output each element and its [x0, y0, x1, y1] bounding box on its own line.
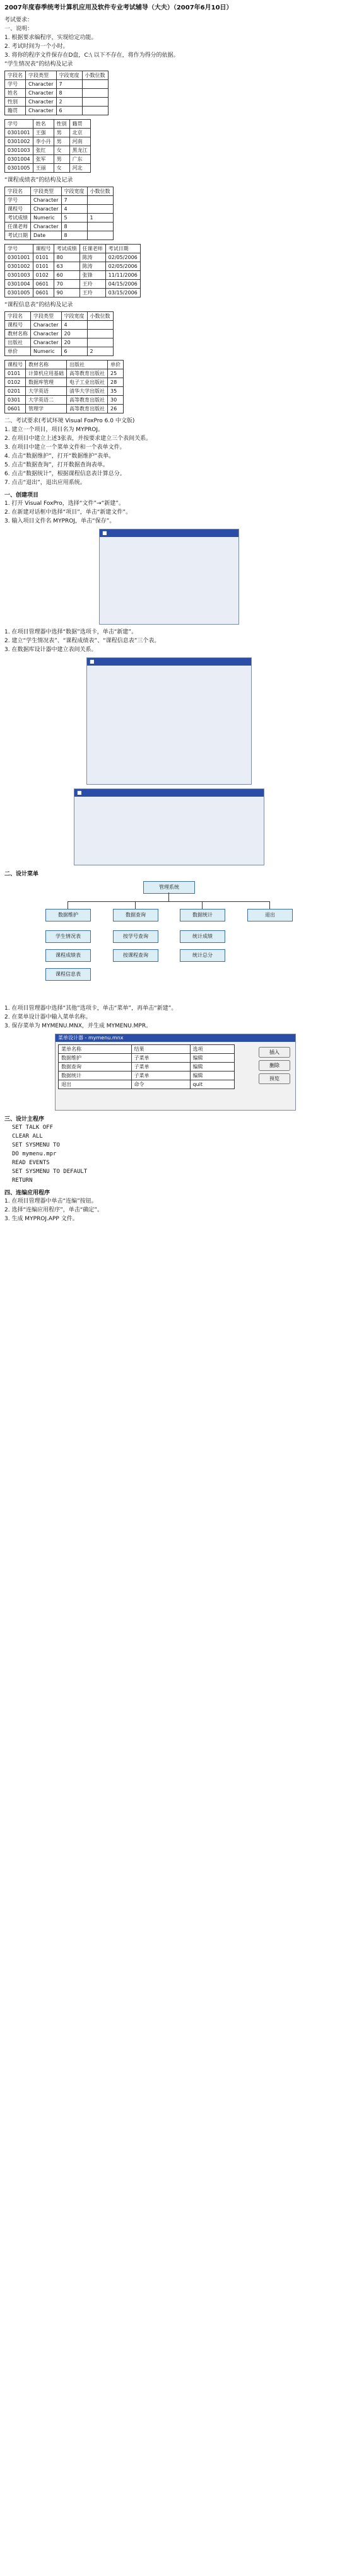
- table-cell: 李小丹: [33, 137, 54, 146]
- paragraph: 2. 在项目中建立上述3张表，并按要求建立三个表间关系。: [4, 436, 152, 442]
- requirements-block: [4, 417, 343, 487]
- intro-line: 1. 根据要求编程序，实现给定功能。: [4, 35, 97, 41]
- table-header: 学号: [5, 245, 33, 253]
- table-cell: 35: [108, 387, 124, 396]
- table-cell: 女: [54, 164, 69, 173]
- code-line: DO mymenu.mpr: [12, 1151, 57, 1157]
- table-cell: 0301: [5, 396, 26, 405]
- table-cell: 0102: [5, 378, 26, 387]
- table-cell: 0301001: [5, 129, 33, 137]
- diagram-connector: [68, 901, 269, 902]
- table-cell: Character: [31, 222, 62, 231]
- table-header: 课程号: [33, 245, 54, 253]
- table-cell: 28: [108, 378, 124, 387]
- table-cell: 教材名称: [5, 330, 31, 338]
- steps-block: [4, 1005, 343, 1030]
- table-header: 字段宽度: [61, 187, 87, 196]
- table-cell: 学号: [5, 196, 31, 205]
- table-cell: 张军: [33, 155, 54, 164]
- step-line: 2. 建立“学生情况表”、“课程成绩表”、“课程信息表”三个表。: [4, 638, 160, 644]
- paragraph: 1. 建立一个项目，项目名为 MYPROJ。: [4, 427, 103, 433]
- table-cell: 04/15/2006: [105, 280, 140, 289]
- document-title: 2007年度春季统考计算机应用及软件专业考试辅导（大夫）（2007年6月10日）: [4, 4, 233, 11]
- diagram-root-node: 管理系统: [143, 881, 195, 894]
- table-cell: [87, 222, 113, 231]
- table-caption: “课程信息表”的结构及记录: [4, 302, 73, 308]
- table-cell: 陈涛: [79, 262, 105, 271]
- table-cell: 高等教育出版社: [67, 369, 108, 378]
- window-titlebar: ■: [87, 658, 251, 666]
- table-cell: Character: [31, 205, 62, 214]
- table-cell: 0301003: [5, 271, 33, 280]
- table-cell: 8: [61, 222, 87, 231]
- paragraph: 5. 点击“数据查询”，打开数据查询表单。: [4, 462, 109, 468]
- table-cell: 25: [108, 369, 124, 378]
- paragraph: 3. 在项目中建立一个菜单文件和一个表单文件。: [4, 444, 126, 451]
- table-cell: 0301005: [5, 164, 33, 173]
- table-cell: 0101: [33, 253, 54, 262]
- grid-cell[interactable]: 编辑: [190, 1054, 234, 1063]
- table-cell: 0201: [5, 387, 26, 396]
- menu-row[interactable]: [59, 1063, 235, 1071]
- table-cell: 0102: [33, 271, 54, 280]
- table-header: 性别: [54, 120, 69, 129]
- table-cell: 8: [61, 231, 87, 240]
- table-cell: 河南: [69, 137, 90, 146]
- grid-cell[interactable]: 数据维护: [59, 1054, 132, 1063]
- table-cell: 女: [54, 146, 69, 155]
- table-header: 课程号: [5, 361, 26, 369]
- code-line: SET SYSMENU TO DEFAULT: [12, 1169, 88, 1175]
- table-cell: 王丽: [33, 164, 54, 173]
- code-line: SET SYSMENU TO: [12, 1142, 60, 1148]
- table-cell: [82, 98, 108, 107]
- paragraph: 4. 点击“数据维护”，打开“数据维护”表单。: [4, 453, 115, 459]
- step-line: 1. 在项目管理器中单击“连编”按钮。: [4, 1198, 97, 1204]
- steps-block: [4, 628, 343, 654]
- table-cell: 0601: [33, 289, 54, 297]
- table-cell: 2: [56, 98, 82, 107]
- table-cell: 20: [61, 338, 87, 347]
- diagram-level2-node: 课程信息表: [45, 968, 91, 981]
- score-records-table: [4, 244, 141, 297]
- diagram-level2-node: 按学号查询: [113, 930, 158, 943]
- table-header: 字段宽度: [61, 312, 87, 321]
- student-records-table: [4, 119, 91, 173]
- code-line: READ EVENTS: [12, 1160, 50, 1166]
- table-header: 单价: [108, 361, 124, 369]
- grid-cell[interactable]: 退出: [59, 1080, 132, 1089]
- new-file-dialog-screenshot: [99, 529, 239, 625]
- table-cell: 王玲: [79, 280, 105, 289]
- table-cell: 课程号: [5, 205, 31, 214]
- table-cell: 张红: [33, 146, 54, 155]
- table-header: 字段名: [5, 312, 31, 321]
- table-cell: 30: [108, 396, 124, 405]
- table-cell: 性别: [5, 98, 26, 107]
- table-cell: 5: [61, 214, 87, 222]
- steps-block: [4, 500, 343, 525]
- diagram-connector: [168, 892, 169, 901]
- table-cell: 8: [56, 89, 82, 98]
- table-cell: 电子工业出版社: [67, 378, 108, 387]
- table-cell: Character: [31, 196, 62, 205]
- step-line: 3. 生成 MYPROJ.APP 文件。: [4, 1216, 78, 1222]
- diagram-level1-node: 退出: [247, 909, 293, 921]
- table-cell: 出版社: [5, 338, 31, 347]
- table-caption: “学生情况表”的结构及记录: [4, 61, 73, 67]
- closing-block: [4, 1188, 343, 1223]
- table-cell: 河北: [69, 164, 90, 173]
- table-cell: 6: [56, 107, 82, 115]
- table-header: 考试成绩: [54, 245, 79, 253]
- table-cell: 王强: [33, 129, 54, 137]
- table-cell: 90: [54, 289, 79, 297]
- table-cell: [87, 321, 113, 330]
- course-schema-table: [4, 311, 114, 356]
- table-cell: 80: [54, 253, 79, 262]
- table-cell: 0301005: [5, 289, 33, 297]
- table-cell: 0301002: [5, 262, 33, 271]
- table-cell: 任课老师: [5, 222, 31, 231]
- menu-designer-buttons: [259, 1047, 290, 1084]
- table-cell: 数据库管理: [26, 378, 67, 387]
- table-header: 出版社: [67, 361, 108, 369]
- table-cell: 03/15/2006: [105, 289, 140, 297]
- table-cell: 广东: [69, 155, 90, 164]
- section-heading: 二、设计菜单: [4, 871, 39, 877]
- table-cell: 1: [87, 214, 113, 222]
- dialog-titlebar: ■: [100, 529, 238, 537]
- grid-cell[interactable]: 子菜单: [131, 1063, 190, 1071]
- table-cell: 0301004: [5, 280, 33, 289]
- grid-cell[interactable]: 数据查询: [59, 1063, 132, 1071]
- table-header: 姓名: [33, 120, 54, 129]
- table-cell: 考试日期: [5, 231, 31, 240]
- menu-structure-diagram: [42, 881, 295, 1001]
- menu-designer-grid: [58, 1044, 235, 1089]
- diagram-level2-node: 按课程查询: [113, 949, 158, 962]
- table-cell: 02/05/2006: [105, 262, 140, 271]
- project-manager-screenshot: [86, 657, 252, 785]
- grid-header: 菜单名称: [59, 1045, 132, 1054]
- step-line: 2. 选择“连编应用程序”，单击“确定”。: [4, 1207, 103, 1213]
- table-cell: [82, 89, 108, 98]
- intro-line: 3. 将你的程序文件保存在D盘，C:\ 以下不存在，将作为得分的依据。: [4, 52, 179, 59]
- table-cell: 20: [61, 330, 87, 338]
- table-header: 学号: [5, 120, 33, 129]
- table-cell: 男: [54, 137, 69, 146]
- grid-cell[interactable]: 命令: [131, 1080, 190, 1089]
- menu-row[interactable]: [59, 1080, 235, 1089]
- table-cell: 0101: [5, 369, 26, 378]
- table-cell: 02/05/2006: [105, 253, 140, 262]
- diagram-level2-node: 统计总分: [180, 949, 225, 962]
- section-heading: 一、创建项目: [4, 492, 39, 499]
- table-caption: “课程成绩表”的结构及记录: [4, 177, 73, 183]
- course-records-table: [4, 360, 124, 413]
- table-cell: 陈涛: [79, 253, 105, 262]
- table-cell: 0601: [5, 405, 26, 413]
- table-cell: 男: [54, 129, 69, 137]
- database-designer-screenshot: [74, 788, 264, 865]
- table-cell: 7: [61, 196, 87, 205]
- table-cell: 北京: [69, 129, 90, 137]
- table-cell: 11/11/2006: [105, 271, 140, 280]
- table-cell: 63: [54, 262, 79, 271]
- step-line: 1. 打开 Visual FoxPro，选择“文件”→“新建”。: [4, 500, 124, 507]
- preview-button[interactable]: 预览: [259, 1073, 290, 1084]
- diagram-connector: [135, 901, 136, 909]
- table-cell: 7: [56, 80, 82, 89]
- table-header: 任课老师: [79, 245, 105, 253]
- delete-button[interactable]: 删除: [259, 1060, 290, 1071]
- document-page: [4, 0, 343, 1223]
- table-cell: 考试成绩: [5, 214, 31, 222]
- table-cell: [87, 205, 113, 214]
- section-heading: 四、连编应用程序: [4, 1190, 50, 1196]
- table-cell: 0301001: [5, 253, 33, 262]
- table-header: 字段宽度: [56, 71, 82, 80]
- intro-line: 2. 考试时间为一个小时。: [4, 43, 69, 50]
- diagram-level2-node: 统计成绩: [180, 930, 225, 943]
- table-cell: 黑龙江: [69, 146, 90, 155]
- table-cell: 姓名: [5, 89, 26, 98]
- table-cell: 60: [54, 271, 79, 280]
- table-cell: 4: [61, 205, 87, 214]
- table-cell: Character: [31, 330, 62, 338]
- diagram-connector: [202, 901, 203, 909]
- grid-cell[interactable]: quit: [190, 1080, 234, 1089]
- table-header: 籍贯: [69, 120, 90, 129]
- table-cell: 管理学: [26, 405, 67, 413]
- step-line: 3. 输入项目文件名 MYPROJ，单击“保存”。: [4, 518, 115, 524]
- student-schema-table: [4, 71, 109, 115]
- table-cell: 单价: [5, 347, 31, 356]
- table-cell: 计算机应用基础: [26, 369, 67, 378]
- table-cell: [87, 330, 113, 338]
- table-cell: 70: [54, 280, 79, 289]
- diagram-connector: [269, 901, 270, 909]
- table-cell: Character: [31, 338, 62, 347]
- code-line: SET TALK OFF: [12, 1124, 54, 1131]
- diagram-level2-node: 学生情况表: [45, 930, 91, 943]
- table-header: 小数位数: [87, 187, 113, 196]
- menu-row[interactable]: [59, 1054, 235, 1063]
- table-header: 教材名称: [26, 361, 67, 369]
- table-cell: 张锋: [79, 271, 105, 280]
- table-cell: 4: [61, 321, 87, 330]
- section-heading: 三、设计主程序: [4, 1116, 45, 1123]
- table-cell: [87, 196, 113, 205]
- table-cell: 高等教育出版社: [67, 405, 108, 413]
- intro-line: 考试要求：: [4, 17, 33, 23]
- table-cell: 学号: [5, 80, 26, 89]
- score-schema-table: [4, 187, 114, 240]
- step-line: 2. 在新建对话框中选择“项目”，单击“新建文件”。: [4, 509, 132, 516]
- table-header: 小数位数: [87, 312, 113, 321]
- table-cell: 0301004: [5, 155, 33, 164]
- grid-header: 选项: [190, 1045, 234, 1054]
- table-cell: Character: [26, 89, 57, 98]
- code-line: RETURN: [12, 1177, 33, 1184]
- paragraph: 7. 点击“退出”，退出应用系统。: [4, 480, 86, 486]
- intro-line: 一、说明：: [4, 26, 33, 32]
- table-header: 字段名: [5, 71, 26, 80]
- table-cell: Numeric: [31, 347, 62, 356]
- step-line: 3. 在数据库设计器中建立表间关系。: [4, 647, 97, 653]
- table-cell: [82, 107, 108, 115]
- table-cell: [87, 231, 113, 240]
- table-cell: 0601: [33, 280, 54, 289]
- grid-cell[interactable]: 编辑: [190, 1071, 234, 1080]
- insert-button[interactable]: 插入: [259, 1047, 290, 1058]
- grid-cell[interactable]: 编辑: [190, 1063, 234, 1071]
- table-header: 字段类型: [31, 187, 62, 196]
- step-line: 2. 在菜单设计器中输入菜单名称。: [4, 1014, 91, 1020]
- table-cell: 26: [108, 405, 124, 413]
- intro-block: [4, 16, 343, 59]
- menu-row[interactable]: [59, 1071, 235, 1080]
- table-cell: Character: [26, 107, 57, 115]
- window-title: 菜单设计器 - mymenu.mnx: [56, 1034, 295, 1042]
- table-cell: Numeric: [31, 214, 62, 222]
- table-cell: Date: [31, 231, 62, 240]
- table-header: 字段类型: [31, 312, 62, 321]
- paragraph: 6. 点击“数据统计”，根据课程信息表计算总分。: [4, 471, 126, 477]
- table-cell: 大学英语: [26, 387, 67, 396]
- table-header: 考试日期: [105, 245, 140, 253]
- code-block: [12, 1124, 343, 1184]
- diagram-level1-node: 数据统计: [180, 909, 225, 921]
- table-cell: 大学英语二: [26, 396, 67, 405]
- table-cell: Character: [26, 98, 57, 107]
- grid-cell[interactable]: 数据统计: [59, 1071, 132, 1080]
- step-line: 1. 在项目管理器中选择“其他”选项卡，单击“菜单”，再单击“新建”。: [4, 1005, 177, 1012]
- paragraph: 二、考试要求(考试环境 Visual FoxPro 6.0 中文版): [4, 418, 135, 424]
- grid-header: 结果: [131, 1045, 190, 1054]
- menu-designer-window: [55, 1034, 296, 1111]
- table-cell: 0301003: [5, 146, 33, 155]
- grid-cell[interactable]: 子菜单: [131, 1071, 190, 1080]
- table-cell: [87, 338, 113, 347]
- table-header: 字段名: [5, 187, 31, 196]
- table-header: 小数位数: [82, 71, 108, 80]
- table-cell: Character: [31, 321, 62, 330]
- step-line: 3. 保存菜单为 MYMENU.MNX，并生成 MYMENU.MPR。: [4, 1023, 152, 1029]
- table-cell: [82, 80, 108, 89]
- table-cell: 课程号: [5, 321, 31, 330]
- table-cell: 籍贯: [5, 107, 26, 115]
- diagram-level2-node: 课程成绩表: [45, 949, 91, 962]
- table-cell: 清华大学出版社: [67, 387, 108, 396]
- table-cell: 2: [87, 347, 113, 356]
- window-titlebar: ■: [74, 789, 264, 797]
- grid-cell[interactable]: 子菜单: [131, 1054, 190, 1063]
- table-cell: 王玲: [79, 289, 105, 297]
- table-cell: Character: [26, 80, 57, 89]
- table-cell: 6: [61, 347, 87, 356]
- diagram-level1-node: 数据维护: [45, 909, 91, 921]
- code-line: CLEAR ALL: [12, 1133, 43, 1140]
- table-cell: 0301002: [5, 137, 33, 146]
- table-cell: 高等教育出版社: [67, 396, 108, 405]
- diagram-level1-node: 数据查询: [113, 909, 158, 921]
- table-cell: 男: [54, 155, 69, 164]
- table-header: 字段类型: [26, 71, 57, 80]
- step-line: 1. 在项目管理器中选择“数据”选项卡，单击“新建”。: [4, 629, 138, 635]
- table-cell: 0101: [33, 262, 54, 271]
